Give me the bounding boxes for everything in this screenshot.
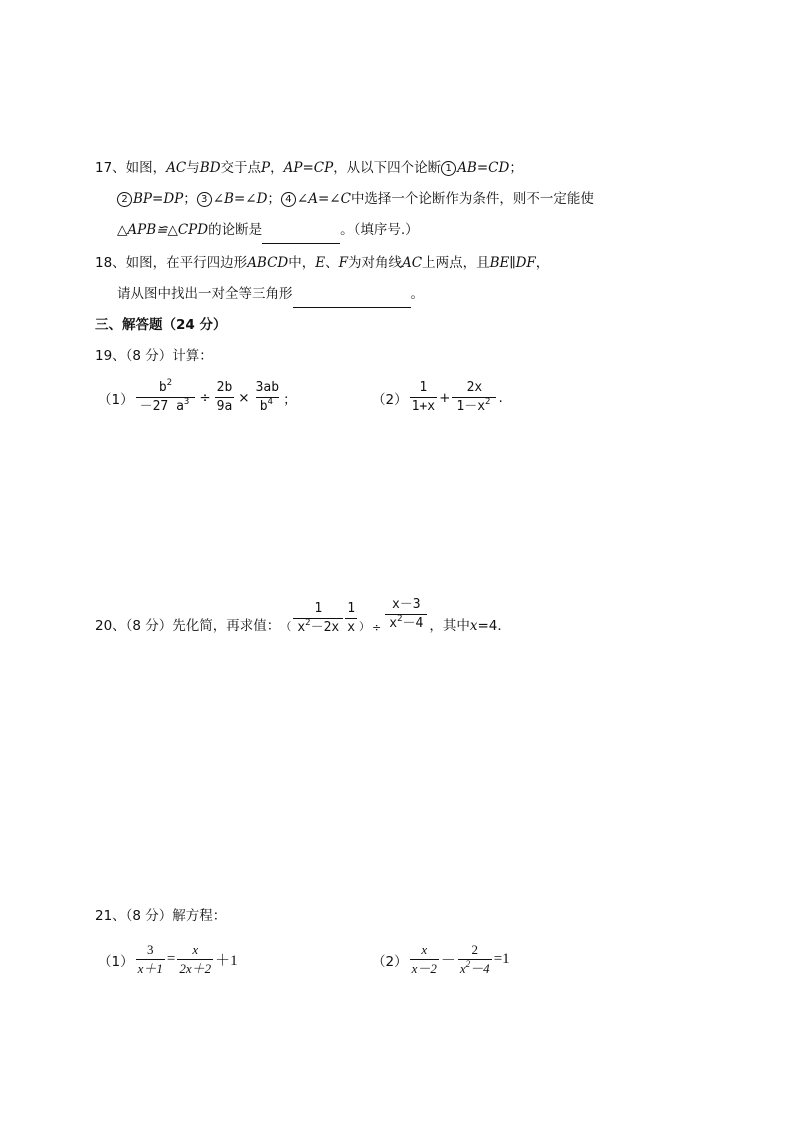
q17-bp-dp: BP=DP [133,191,184,207]
q17-text: 与 [186,160,200,176]
q19-p2-f2-num: 2x [466,380,483,395]
q18-text: 。 [410,286,424,302]
divide-sign: ÷ [199,389,211,406]
q17-ap-cp: AP=CP [283,160,334,176]
q17-line1 [95,158,523,178]
q19-p2-fraction-1 [410,380,437,415]
q19-part2 [372,380,503,415]
exponent: 2 [397,614,403,624]
q20-f1-den: x [297,620,306,635]
q18-text: 上两点，且 [422,255,490,271]
left-paren: （ [280,620,292,633]
q21-p1-tail: ＋1 [215,953,238,969]
q17-ab-cd: AB=CD [457,160,510,176]
q18-text: 、 [325,255,339,271]
q17-text: ； [267,191,281,207]
q18-be-df: BE∥DF [489,255,536,271]
q20-f2-den: x [347,620,356,635]
circled-number-4: 4 [281,192,296,207]
q20-text: =4． [477,618,511,634]
q20-f1-den-tail: －2x [310,620,340,635]
q18-answer-blank[interactable] [293,287,411,308]
q20-title: 20、（8 分）先化简，再求值： [95,618,281,634]
q21-p2-tail: =1 [493,951,510,967]
q19-p1-f2-num: 2b [216,380,233,395]
section-title: 三、解答题（24 分） [95,317,227,333]
q17-text: 中选择一个论断作为条件，则不一定能使 [350,191,594,207]
punctuation: ； [283,391,297,408]
q21-p2-fraction-1 [410,942,439,977]
q17-text: 。（填序号.） [340,222,419,238]
q18-ac: AC [402,255,423,271]
q20-line [95,593,511,636]
q21-part1 [98,942,238,977]
exponent: 2 [465,959,471,969]
exponent: 4 [267,397,273,407]
q20-f3-den-tail: －4 [402,616,424,631]
q17-text: 交于点 [220,160,262,176]
q18-text: 请从图中找出一对全等三角形 [117,286,293,302]
q17-text: 的论断是 [208,222,263,238]
q17-text: 17、如图， [95,160,167,176]
q21-p2-f2-den: x [459,961,466,976]
q19-p2-f2-den: 1－x [456,399,486,414]
q17-line2 [117,189,594,209]
q21-p1-fraction-2 [177,942,213,977]
q21-part2-label: （2） [372,953,408,970]
circled-number-3: 3 [197,192,212,207]
q20-f3-num: x－3 [391,597,421,612]
q21-part2 [372,942,510,977]
q21-p2-f1-den: x－2 [411,961,437,976]
q19-p1-f3-den: b [259,399,268,414]
plus-sign: + [439,389,451,406]
q21-p1-f1-den: x＋1 [137,961,163,976]
q21-p2-f1-num: x [421,942,428,957]
divide-sign: ÷ [372,621,382,634]
q21-p1-fraction-1 [136,942,165,977]
q19-p1-fraction-1 [136,380,196,415]
q18-text: 中， [288,255,316,271]
q17-text: ； [509,160,523,176]
q20-f3-den: x [389,616,398,631]
q19-part2-label: （2） [372,391,408,408]
q21-p2-fraction-2 [458,942,492,977]
q19-p1-f2-den: 9a [216,399,233,414]
q19-p2-fraction-2 [452,380,496,415]
q18-line2 [117,284,424,308]
q17-answer-blank[interactable] [262,223,340,244]
q21-title: 21、（8 分）解方程： [95,908,227,924]
q21-p1-f2-num: x [192,942,199,957]
exponent: 2 [305,618,311,628]
q17-ac: AC [166,160,187,176]
times-sign: × [238,389,250,406]
q20-fraction-3 [385,597,427,632]
q18-e: E [315,255,326,271]
q21-p1-f1-num: 3 [146,942,154,957]
q21-p1-f2-den: 2x＋2 [179,961,212,976]
exponent: 2 [166,378,173,388]
q21-part1-label: （1） [98,953,134,970]
q21-p2-f2-num: 2 [471,942,479,957]
q18-line1 [95,253,549,273]
q17-text: ； [183,191,197,207]
circled-number-2: 2 [117,192,132,207]
q19-p2-f1-num: 1 [419,380,428,395]
q17-text: ， [270,160,284,176]
q19-p1-fraction-3 [254,380,281,415]
q20-text: ，其中 [429,618,470,634]
right-paren: ） [359,620,371,633]
q20-x: x [469,618,478,634]
q18-text: ， [535,255,550,271]
q17-angle-a-c: ∠A=∠C [296,191,351,207]
q19-p1-f1-num: b [158,380,167,395]
q20-fraction-1 [293,601,343,636]
q17-line3 [117,220,419,244]
q17-congruent-triangles: △APB≌△CPD [117,222,209,238]
equals-sign: = [166,951,176,967]
q17-text: ，从以下四个论断 [333,160,442,176]
q19-part1 [98,380,297,415]
circled-number-1: 1 [441,161,456,176]
q19-p2-f1-den: 1+x [411,399,436,414]
q21-p2-f2-den-tail: －4 [470,961,490,976]
q17-p: P [261,160,271,176]
exponent: 3 [183,397,190,407]
q19-p1-f1-den: －27 a [139,399,184,414]
q20-fraction-2 [345,601,357,636]
exponent: 2 [485,397,491,407]
q19-title: 19、（8 分）计算： [95,348,213,364]
q18-abcd: ABCD [247,255,289,271]
q20-f2-num: 1 [347,601,356,616]
q18-text: 18、如图，在平行四边形 [95,255,248,271]
q18-f: F [338,255,348,271]
punctuation: . [498,389,503,406]
q20-tail [429,614,511,634]
q19-p1-fraction-2 [215,380,235,415]
q20-f1-num: 1 [314,601,323,616]
q17-angle-b-d: ∠B=∠D [212,191,268,207]
q18-text: 为对角线 [348,255,402,271]
q19-p1-f3-num: 3ab [255,380,280,395]
minus-sign: － [440,953,456,969]
q19-part1-label: （1） [98,391,134,408]
q17-bd: BD [199,160,221,176]
